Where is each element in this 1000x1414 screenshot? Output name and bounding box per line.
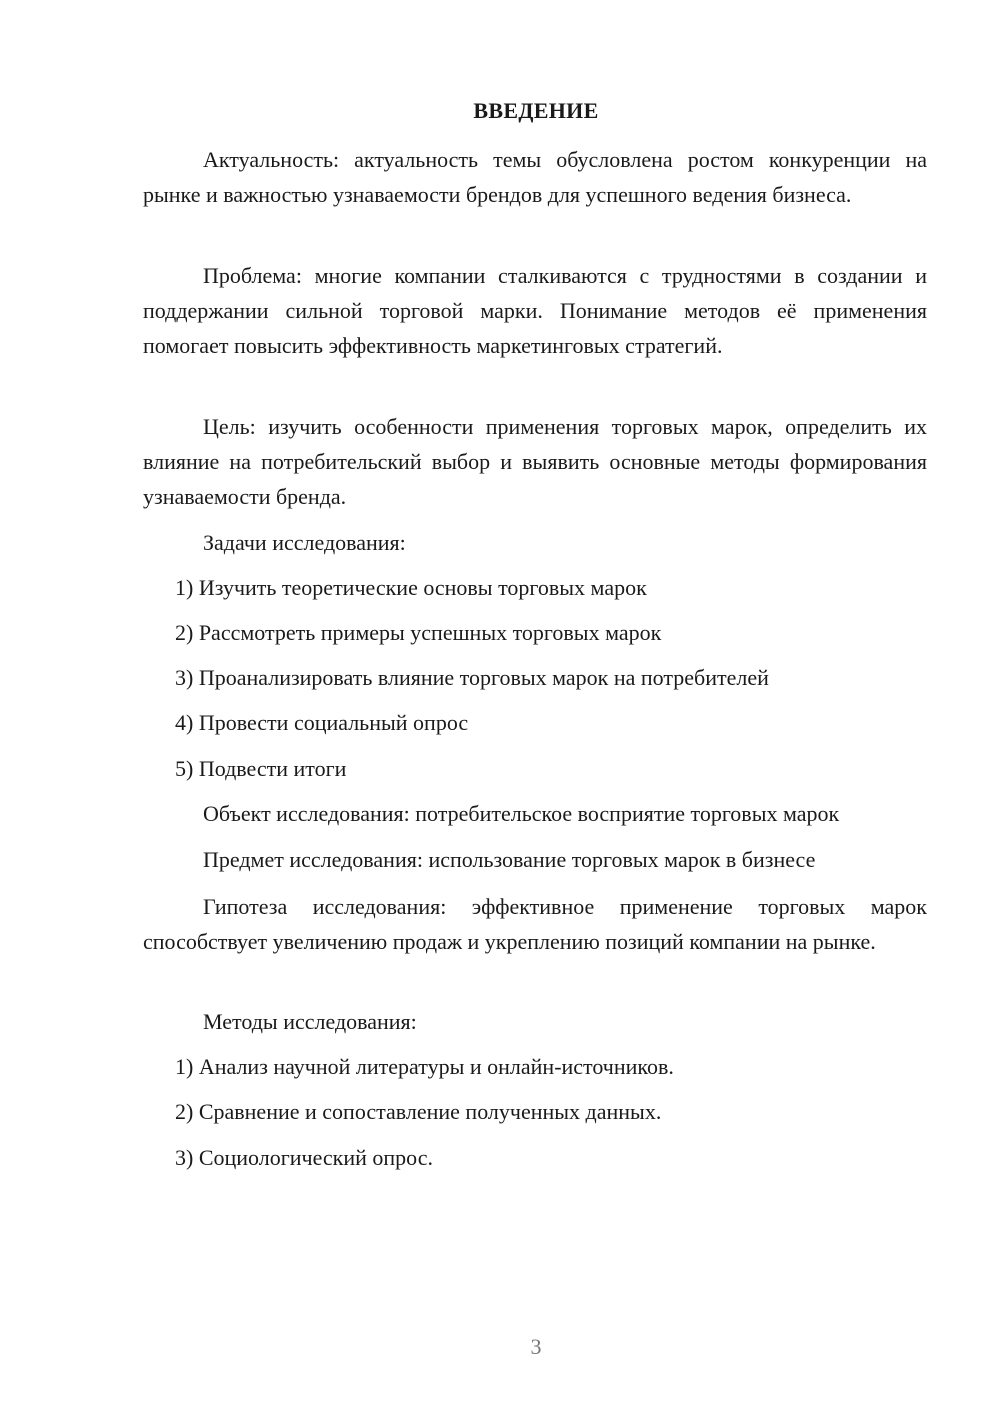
- tasks-heading: Задачи исследования:: [203, 530, 406, 555]
- paragraph-goal: Цель: изучить особенности применения торговых марок, определить их влияние на потребительский выбор и выявить основные методы формирования узнаваемости бренда.: [143, 414, 927, 509]
- list-item-method-1: 1) Анализ научной литературы и онлайн-источников.: [175, 1054, 674, 1079]
- paragraph-hypothesis: Гипотеза исследования: эффективное применение торговых марок способствует увеличению продаж и укреплению позиций компании на рынке.: [143, 894, 927, 954]
- research-object: Объект исследования: потребительское восприятие торговых марок: [203, 801, 840, 826]
- research-subject: Предмет исследования: использование торговых марок в бизнесе: [203, 847, 816, 872]
- list-item-task-2: 2) Рассмотреть примеры успешных торговых марок: [175, 620, 662, 645]
- methods-heading: Методы исследования:: [203, 1009, 417, 1034]
- page-title: ВВЕДЕНИЕ: [473, 98, 599, 123]
- page-number: 3: [530, 1334, 542, 1359]
- list-item-task-1: 1) Изучить теоретические основы торговых марок: [175, 575, 647, 600]
- list-item-task-5: 5) Подвести итоги: [175, 756, 347, 781]
- paragraph-relevance: Актуальность: актуальность темы обусловлена ростом конкуренции на рынке и важностью узнаваемости брендов для успешного ведения бизнеса.: [143, 147, 927, 207]
- list-item-method-2: 2) Сравнение и сопоставление полученных данных.: [175, 1099, 662, 1124]
- list-item-method-3: 3) Социологический опрос.: [175, 1145, 433, 1170]
- paragraph-problem: Проблема: многие компании сталкиваются с трудностями в создании и поддержании сильной торговой марки. Понимание методов её применения помогает повысить эффективность маркетинговых стратегий.: [143, 263, 927, 358]
- list-item-task-3: 3) Проанализировать влияние торговых марок на потребителей: [175, 665, 769, 690]
- list-item-task-4: 4) Провести социальный опрос: [175, 710, 469, 735]
